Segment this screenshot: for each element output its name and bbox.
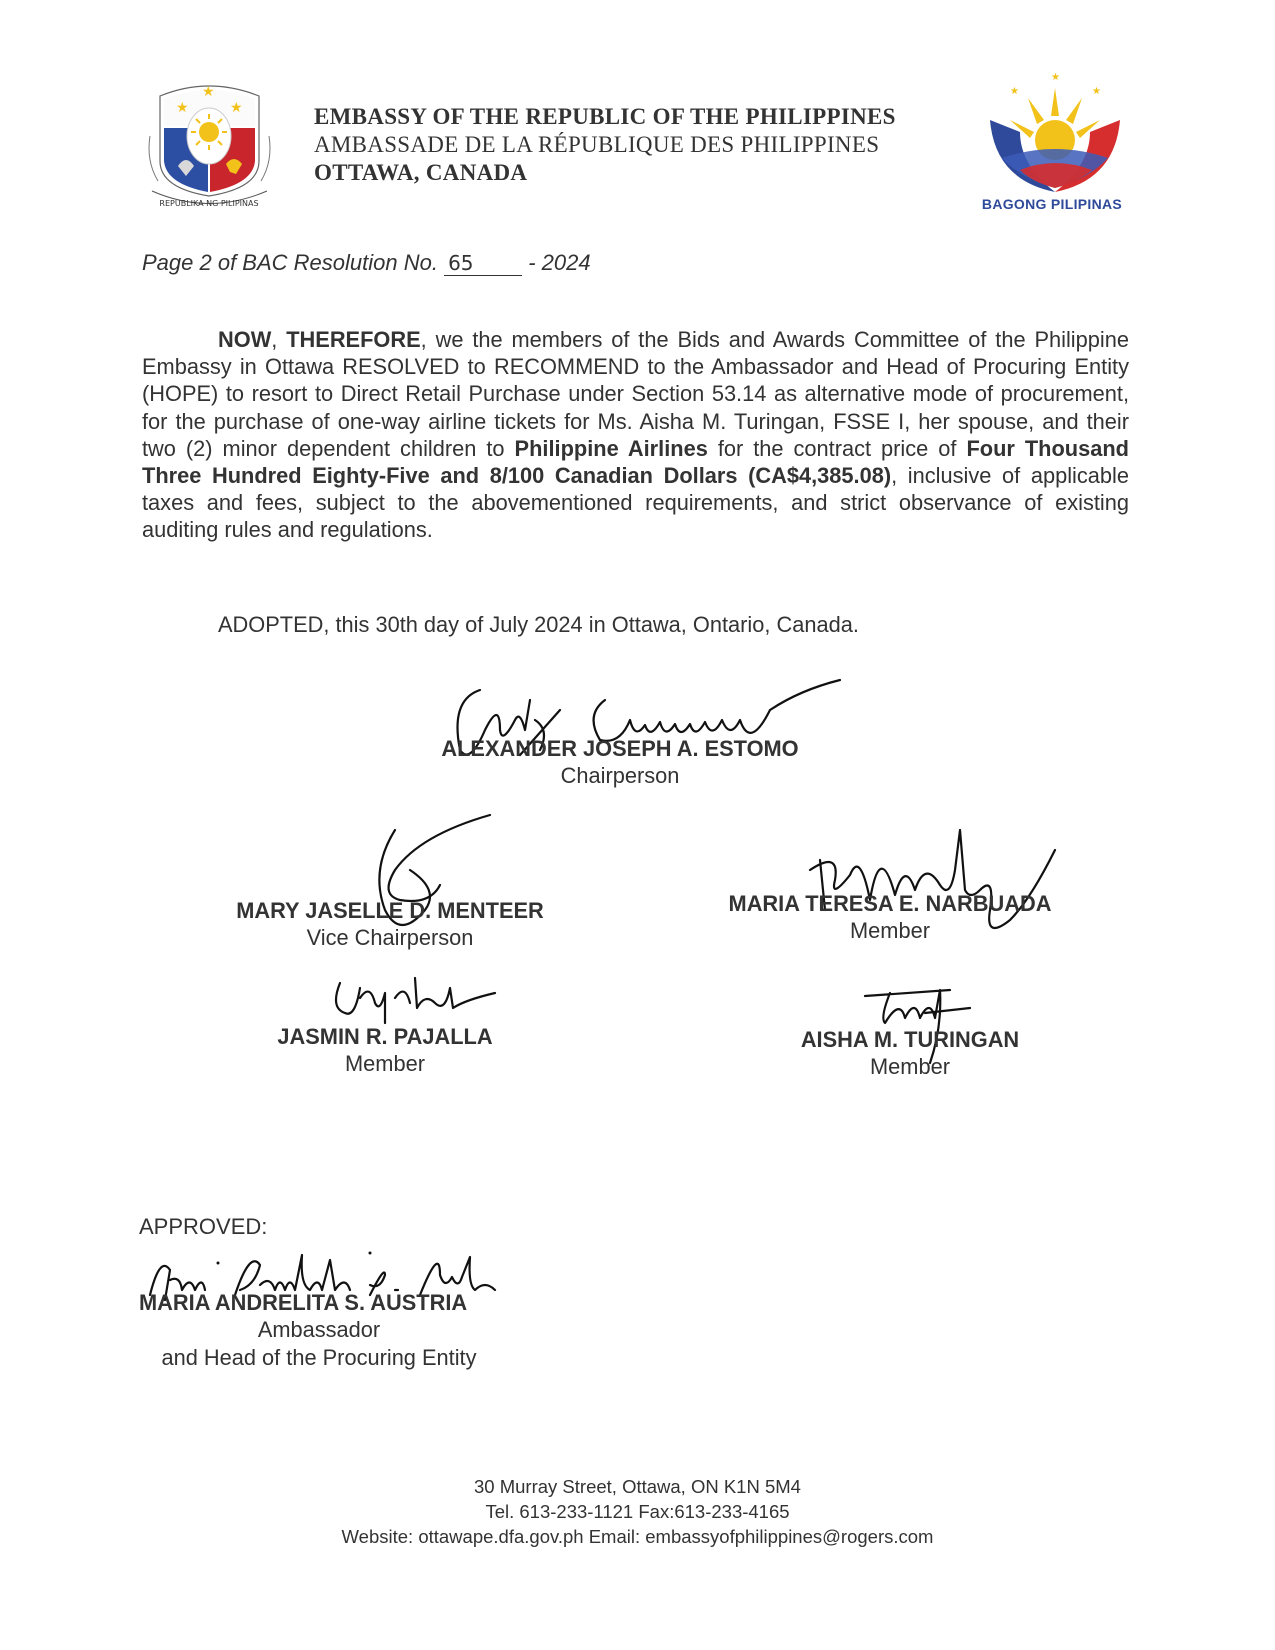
signatory-name-pajalla: JASMIN R. PAJALLA bbox=[277, 1024, 493, 1049]
svg-text:★: ★ bbox=[1051, 72, 1060, 83]
embassy-name-french: AMBASSADE DE LA RÉPUBLIQUE DES PHILIPPINES bbox=[314, 132, 880, 157]
signatory-name-menteer: MARY JASELLE D. MENTEER bbox=[236, 898, 544, 923]
svg-text:★: ★ bbox=[1092, 86, 1101, 97]
svg-text:★: ★ bbox=[202, 84, 215, 100]
svg-text:★: ★ bbox=[230, 100, 243, 116]
signatory-role-narbuada: Member bbox=[850, 918, 930, 943]
lead-separator: , bbox=[271, 327, 287, 352]
resolution-text-1: , we the members of the Bids and Awards Committee of the Philippine Embassy in Ottawa RESOLVED to RECOMMEND to the Ambassador and Head of Procuring Entity (HOPE) to resort to Direct Retail Purchase under Section 53.14 as alternative mode of procurement, for the purchase of one-way airline tickets for Ms. Aisha M. Turingan, FSSE I, her spouse, and their two (2) minor dependent children to bbox=[142, 327, 1129, 461]
page-reference bbox=[142, 250, 591, 276]
resolution-text-3: , inclusive of applicable taxes and fees, subject to the abovementioned requirements, and strict observance of existing auditing rules and regulations. bbox=[142, 463, 1129, 543]
lead-now: NOW bbox=[218, 327, 272, 352]
approved-label: APPROVED: bbox=[139, 1214, 268, 1239]
signatory-role-turingan: Member bbox=[870, 1054, 950, 1079]
resolution-text-2: for the contract price of bbox=[707, 435, 967, 461]
ambassador-role-hope: and Head of the Procuring Entity bbox=[161, 1345, 477, 1370]
philippine-seal-icon bbox=[142, 66, 277, 216]
ambassador-name: MARIA ANDRELITA S. AUSTRIA bbox=[139, 1290, 468, 1315]
signatory-role-menteer: Vice Chairperson bbox=[306, 925, 474, 950]
lead-therefore: THEREFORE bbox=[286, 327, 421, 352]
page-ref-prefix: Page 2 of BAC Resolution No. bbox=[142, 250, 438, 275]
ambassador-role: Ambassador bbox=[257, 1317, 381, 1342]
adopted-statement: ADOPTED, this 30th day of July 2024 in Ottawa, Ontario, Canada. bbox=[218, 612, 859, 637]
seal-ribbon-text: REPUBLIKA NG PILIPINAS bbox=[159, 199, 259, 208]
embassy-name-english: EMBASSY OF THE REPUBLIC OF THE PHILIPPINES bbox=[314, 104, 896, 129]
resolution-paragraph bbox=[142, 326, 1129, 544]
embassy-city: OTTAWA, CANADA bbox=[314, 160, 528, 185]
page-ref-suffix: - 2024 bbox=[528, 250, 591, 275]
contract-amount: Four Thousand Three Hundred Eighty-Five and 8/100 Canadian Dollars (CA$4,385.08) bbox=[142, 435, 1129, 489]
signatory-role-estomo: Chairperson bbox=[560, 763, 680, 788]
svg-text:★: ★ bbox=[1010, 86, 1019, 97]
svg-text:★: ★ bbox=[176, 100, 189, 116]
footer-web-email: Website: ottawape.dfa.gov.ph Email: embassyofphilippines@rogers.com bbox=[341, 1526, 934, 1547]
bagong-pilipinas-label: BAGONG PILIPINAS bbox=[981, 196, 1123, 212]
signatory-name-estomo: ALEXANDER JOSEPH A. ESTOMO bbox=[441, 736, 799, 761]
footer-address: 30 Murray Street, Ottawa, ON K1N 5M4 bbox=[474, 1476, 801, 1497]
signatory-name-turingan: AISHA M. TURINGAN bbox=[800, 1027, 1020, 1052]
signatory-name-narbuada: MARIA TERESA E. NARBUADA bbox=[728, 891, 1052, 916]
airline-name: Philippine Airlines bbox=[514, 435, 708, 461]
resolution-number: 65 bbox=[444, 251, 522, 276]
footer-phone: Tel. 613-233-1121 Fax:613-233-4165 bbox=[485, 1501, 790, 1522]
signatory-role-pajalla: Member bbox=[345, 1051, 425, 1076]
